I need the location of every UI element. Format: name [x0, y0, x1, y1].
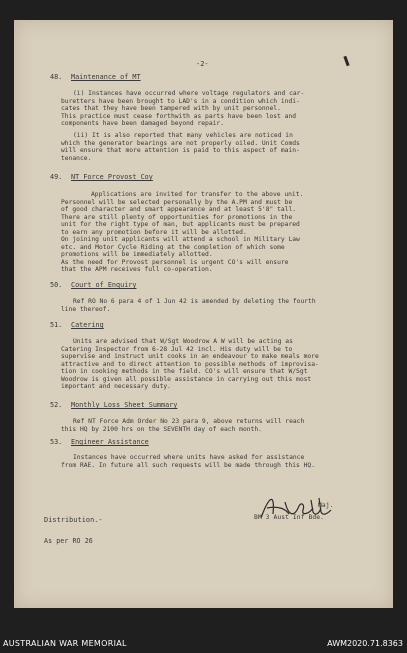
text-line: from RAE. In future all such requests will be made through this HQ. [61, 461, 316, 469]
text-line: to earn any promotion before it will be allotted. [61, 228, 247, 236]
paragraph [61, 418, 304, 433]
text-line: There are still plenty of opportunities for promotions in the [61, 213, 293, 221]
text-line: This practice must cease forthwith as parts have been lost and [61, 112, 297, 120]
text-line: line thereof. [61, 305, 111, 313]
section-number: 51. [50, 321, 63, 329]
text-line: important and necessary duty. [61, 383, 171, 390]
paragraph [61, 132, 300, 162]
footer-accession-id: AWM2020.71.8363 [327, 639, 403, 648]
text-line: this HQ by 2100 hrs on the SEVENTH day of each month. [61, 425, 262, 433]
document-page [14, 20, 393, 608]
text-line: of good character and smart appearance and at least 5'8" tall. [61, 206, 297, 213]
section-title: Engineer Assistance [71, 438, 149, 446]
section-number: 48. [50, 73, 63, 81]
text-line: (ii) It is also reported that many vehicles are noticed in [73, 132, 293, 139]
section-number: 53. [50, 438, 63, 446]
text-line: components have been damaged beyond repair. [61, 120, 225, 127]
section-number: 50. [50, 281, 63, 289]
signature-rank: Maj. [318, 502, 334, 509]
section-number: 49. [50, 173, 63, 181]
text-line: which the generator bearings are not properly oiled. Unit Comds [61, 139, 300, 147]
paragraph [61, 191, 303, 274]
text-line: Ref NT Force Adm Order No 23 para 9, above returns will reach [73, 418, 305, 425]
text-line: that the APM receives full co-operation. [61, 266, 213, 273]
text-line: Instances have occurred where units have asked for assistance [73, 454, 305, 461]
distribution-value: As per RO 26 [44, 537, 93, 545]
signature-unit: BM 3 Aust Inf Bde. [254, 514, 325, 521]
text-line: tion in cooking methods in the field. CO's will ensure that W/Sgt [61, 368, 308, 375]
text-line: cates that they have been tampered with by unit personnel. [61, 105, 281, 112]
text-line: On joining unit applicants will attend a school in Military Law [61, 236, 300, 243]
section-title: Maintenance of MT [71, 73, 141, 81]
signature-block [255, 488, 335, 532]
paragraph [61, 90, 304, 128]
text-line: Applications are invited for transfer to the above unit. [91, 191, 304, 198]
section-title: NT Force Provost Coy [71, 173, 153, 181]
text-line: buretters have been brought to LAD's in a condition which indi- [61, 97, 300, 105]
text-line: supervise and instruct unit cooks in an endeavour to make meals more [61, 353, 319, 360]
section-title: Court of Enquiry [71, 281, 137, 289]
text-line: Personnel will be selected personally by the A.PM and must be [61, 198, 293, 206]
section-title: Catering [71, 321, 104, 329]
paragraph [61, 298, 316, 313]
footer-institution: AUSTRALIAN WAR MEMORIAL [3, 639, 127, 648]
text-line: attractive and to direct attention to possible methods of improvisa- [61, 360, 319, 368]
text-line: As the need for Provost personnel is urgent CO's will ensure [61, 258, 289, 266]
paragraph [61, 454, 315, 469]
text-line: etc. and Motor Cycle Riding at the completion of which some [61, 243, 285, 251]
text-line: unit for the right type of man, but applicants must be prepared [61, 221, 300, 228]
text-line: tenance. [61, 154, 92, 162]
page-number: -2- [196, 60, 209, 68]
text-line: Ref RO No 6 para 4 of 1 Jun 42 is amended by deleting the fourth [73, 298, 316, 305]
text-line: Units are advised that W/Sgt Woodrow A W will be acting as [73, 338, 293, 345]
paragraph [61, 338, 319, 391]
text-line: (i) Instances have occurred where voltage regulators and car- [73, 90, 305, 97]
text-line: will ensure that more attention is paid to this aspect of main- [61, 147, 300, 154]
text-line: Catering Inspector from 6-28 Jul 42 incl. His duty will be to [61, 345, 293, 353]
section-number: 52. [50, 401, 63, 409]
footer-bar [0, 636, 407, 653]
text-line: Woodrow is given all possible assistance in carrying out this most [61, 375, 312, 383]
distribution-label: Distribution.- [44, 516, 103, 524]
ink-mark [343, 56, 349, 66]
section-title: Monthly Loss Sheet Summary [71, 401, 178, 409]
text-line: promotions will be immediately allotted. [61, 251, 213, 258]
